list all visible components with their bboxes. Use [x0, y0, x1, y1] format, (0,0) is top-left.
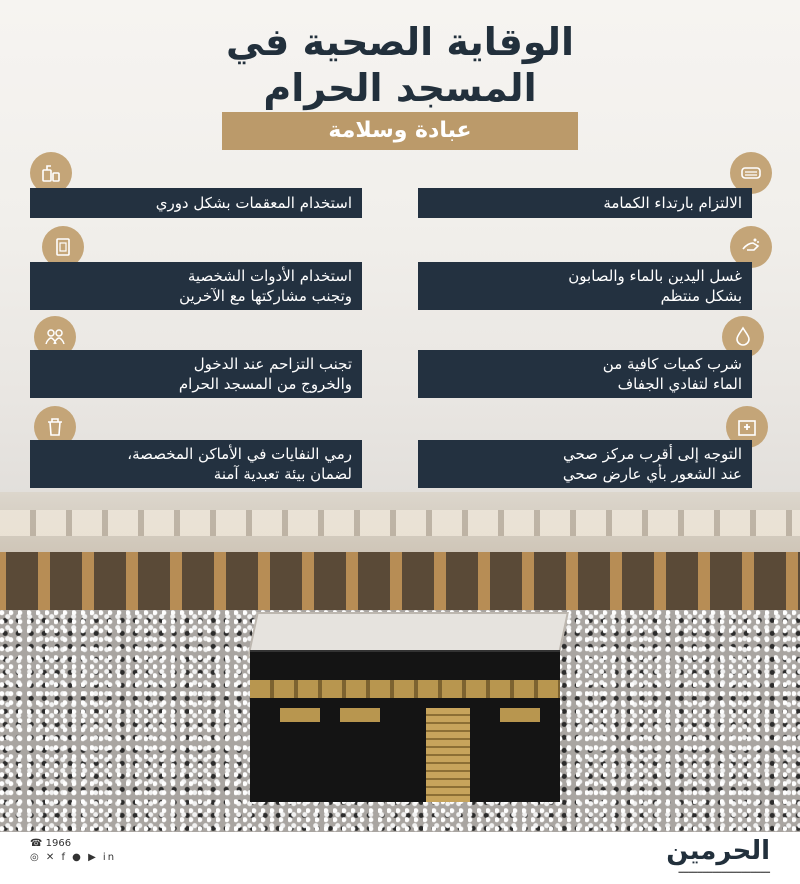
tip-sanitizers: [30, 188, 362, 218]
tip-water: [418, 350, 752, 398]
tip-waste-line2: لضمان بيئة تعبدية آمنة: [213, 465, 352, 483]
tip-health-center: [418, 440, 752, 488]
tip-health-center-line2: عند الشعور بأي عارض صحي: [562, 465, 742, 483]
phone-number: ☎ 1966: [30, 838, 72, 849]
tip-waste-line1: رمي النفايات في الأماكن المخصصة،: [127, 445, 352, 463]
tip-handwash-line1: غسل اليدين بالماء والصابون: [568, 267, 742, 285]
tip-crowding: [30, 350, 362, 398]
kaaba: [250, 650, 560, 802]
tip-water-line1: شرب كميات كافية من: [602, 355, 742, 373]
phone-number-text: 1966: [45, 838, 72, 849]
tip-crowding-line1: تجنب التزاحم عند الدخول: [193, 355, 352, 373]
tip-masks-text: الالتزام بارتداء الكمامة: [603, 194, 742, 212]
tip-personal-tools: [30, 262, 362, 310]
tip-health-center-line1: التوجه إلى أقرب مركز صحي: [562, 445, 742, 463]
subtitle-banner: عبادة وسلامة: [222, 112, 578, 150]
tip-personal-tools-line1: استخدام الأدوات الشخصية: [187, 267, 352, 285]
kaaba-door: [426, 708, 470, 802]
tip-crowding-line2: والخروج من المسجد الحرام: [178, 375, 352, 393]
poster-title-line2: المسجد الحرام: [263, 66, 537, 110]
tip-waste: [30, 440, 362, 488]
tip-masks: [418, 188, 752, 218]
social-icons: ◎ ✕ f ● ▶ in: [30, 852, 117, 863]
footer: [0, 832, 800, 884]
brand-subtitle-mark: ━━━━━━━━━━━━━━━━━━━: [678, 868, 770, 877]
tip-water-line2: الماء لتفادي الجفاف: [617, 375, 742, 393]
tip-sanitizers-text: استخدام المعقمات بشكل دوري: [155, 194, 352, 212]
brand-logo: الحرمين: [666, 836, 770, 866]
kaaba-gold-band: [250, 680, 560, 698]
tip-handwash-line2: بشكل منتظم: [660, 287, 742, 305]
tip-personal-tools-line2: وتجنب مشاركتها مع الآخرين: [179, 287, 352, 305]
tip-handwash: [418, 262, 752, 310]
mosque-upper-building: [0, 492, 800, 552]
poster-title-line1: الوقاية الصحية في: [225, 20, 575, 64]
